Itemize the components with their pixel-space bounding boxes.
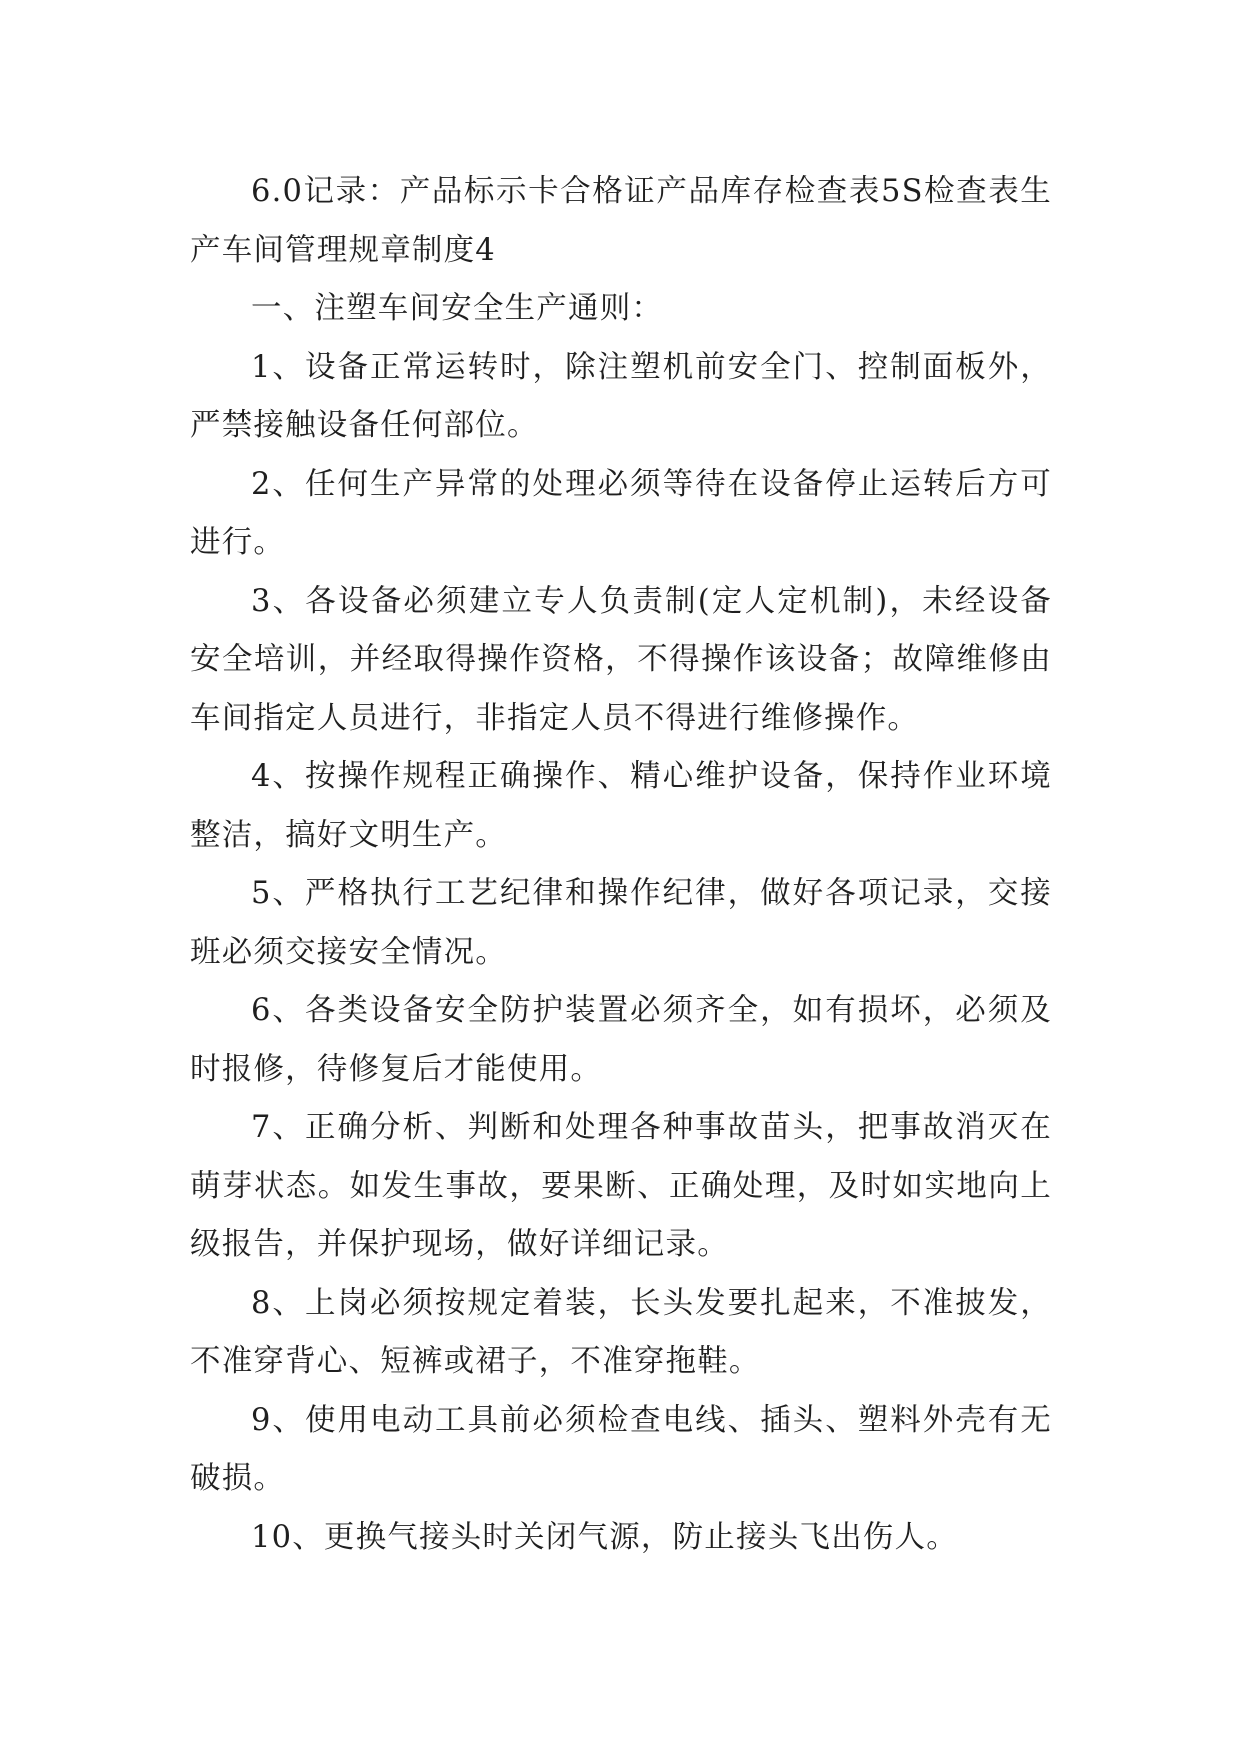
rule-item-9: 9、使用电动工具前必须检查电线、插头、塑料外壳有无破损。: [190, 1402, 1052, 1496]
rule-item-1: 1、设备正常运转时，除注塑机前安全门、控制面板外，严禁接触设备任何部位。: [190, 349, 1052, 443]
rule-item-10: 10、更换气接头时关闭气源，防止接头飞出伤人。: [251, 1519, 958, 1555]
rule-item-6: 6、各类设备安全防护装置必须齐全，如有损坏，必须及时报修，待修复后才能使用。: [190, 993, 1052, 1087]
rule-item-5: 5、严格执行工艺纪律和操作纪律，做好各项记录，交接班必须交接安全情况。: [190, 876, 1052, 970]
rule-item-4: 4、按操作规程正确操作、精心维护设备，保持作业环境整洁，搞好文明生产。: [190, 759, 1052, 853]
records-paragraph: 6.0记录：产品标示卡合格证产品库存检查表5S检查表生产车间管理规章制度4: [190, 174, 1052, 268]
section-heading: 一、注塑车间安全生产通则：: [251, 291, 664, 326]
document-body: [190, 163, 1052, 1567]
rule-item-2: 2、任何生产异常的处理必须等待在设备停止运转后方可进行。: [190, 466, 1052, 560]
rule-item-3: 3、各设备必须建立专人负责制(定人定机制)，未经设备安全培训，并经取得操作资格，不得操作该设备；故障维修由车间指定人员进行，非指定人员不得进行维修操作。: [190, 583, 1052, 736]
rule-item-8: 8、上岗必须按规定着装，长头发要扎起来，不准披发，不准穿背心、短裤或裙子，不准穿拖鞋。: [190, 1285, 1052, 1379]
rule-item-7: 7、正确分析、判断和处理各种事故苗头，把事故消灭在萌芽状态。如发生事故，要果断、正确处理，及时如实地向上级报告，并保护现场，做好详细记录。: [190, 1110, 1052, 1262]
